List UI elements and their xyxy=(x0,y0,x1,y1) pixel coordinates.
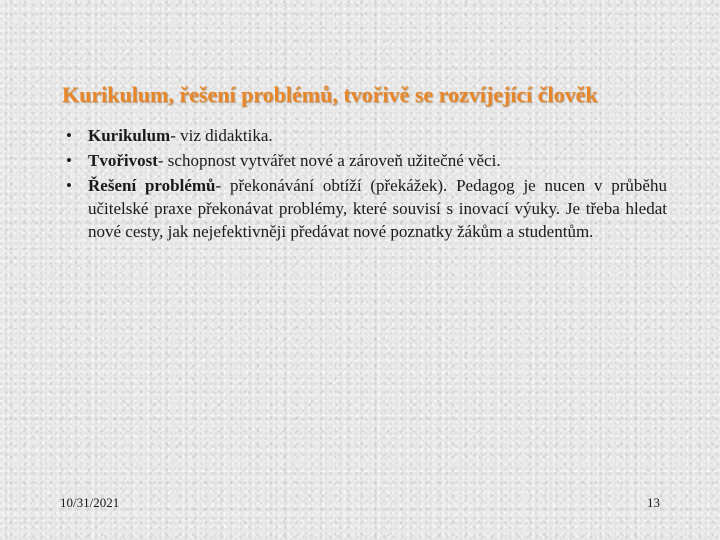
bullet-item-reseni-problemu xyxy=(62,174,667,243)
bullet-item-tvorivost xyxy=(62,149,667,172)
bullet-icon: • xyxy=(66,151,72,170)
bullet-term: Kurikulum xyxy=(88,126,171,145)
slide-title: Kurikulum, řešení problémů, tvořivě se rozvíjející člověk xyxy=(62,82,598,107)
page-number: 13 xyxy=(647,495,660,510)
bullet-term: Tvořivost xyxy=(88,151,158,170)
bullet-text: - schopnost vytvářet nové a zároveň užitečné věci. xyxy=(157,151,501,170)
bullet-text: - viz didaktika. xyxy=(170,126,273,145)
bullet-item-kurikulum xyxy=(62,124,667,147)
bullet-list xyxy=(62,124,667,245)
footer-date: 10/31/2021 xyxy=(60,495,120,510)
bullet-icon: • xyxy=(66,176,72,195)
bullet-term: Řešení problémů xyxy=(88,176,216,195)
bullet-text: - překonávání obtíží (překážek). Pedagog je nucen v průběhu učitelské praxe překonávat problémy, které souvisí s inovací výuky. Je třeba hledat nové cesty, jak nejefektivněji předávat nové poznatky žákům a studentům. xyxy=(88,176,667,241)
bullet-icon: • xyxy=(66,126,72,145)
